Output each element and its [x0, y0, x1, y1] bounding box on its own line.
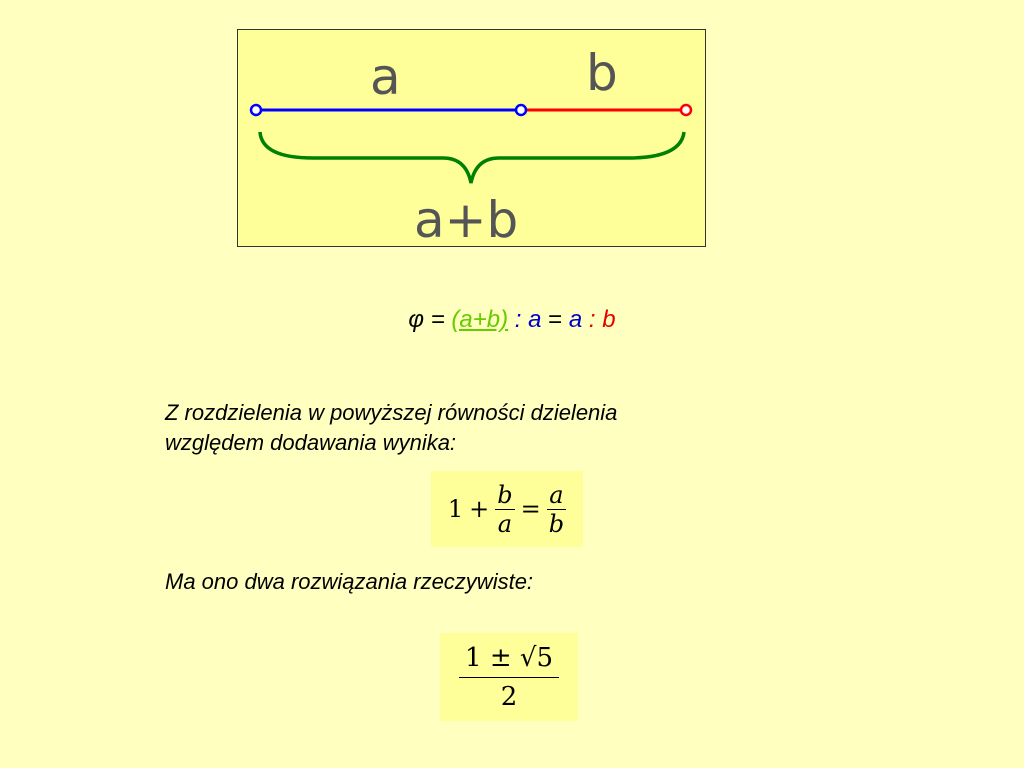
solutions-text: Ma ono dwa rozwiązania rzeczywiste:: [165, 569, 534, 594]
endpoint-left-marker: [251, 105, 261, 115]
label-a-plus-b: a+b: [414, 191, 519, 249]
explanation-line-2: względem dodawania wynika:: [165, 430, 457, 455]
fraction-b-over-a-num: b: [497, 480, 513, 509]
fraction-roots-den: 2: [500, 681, 518, 712]
label-a: a: [370, 48, 401, 106]
sum-term: (a+b): [451, 306, 509, 333]
formula-one-plus-b-over-a: [431, 471, 583, 547]
colon-2: :: [588, 306, 596, 333]
formula-plus: +: [469, 495, 490, 523]
formula-one: 1: [447, 495, 464, 523]
fraction-b-over-a: [495, 481, 514, 538]
term-b: b: [602, 306, 616, 333]
formula-roots: [440, 633, 578, 721]
colon-1: :: [514, 306, 522, 333]
fraction-a-over-b-num: a: [549, 480, 564, 509]
curly-brace: [260, 132, 684, 183]
label-b: b: [586, 44, 618, 102]
fraction-a-over-b-den: b: [548, 509, 565, 538]
formula-equals: =: [520, 495, 541, 523]
golden-ratio-diagram: [237, 29, 706, 247]
equals-sign: =: [548, 306, 563, 333]
explanation-text: [165, 398, 617, 458]
fraction-b-over-a-den: a: [497, 509, 513, 538]
term-a-2: a: [568, 306, 583, 333]
explanation-line-1: Z rozdzielenia w powyższej równości dzielenia: [165, 400, 618, 425]
endpoint-middle-marker: [516, 105, 526, 115]
fraction-roots: [459, 643, 559, 712]
endpoint-right-marker: [681, 105, 691, 115]
fraction-a-over-b: [547, 481, 566, 538]
golden-ratio-equation: [0, 306, 1024, 334]
phi-lhs: φ =: [408, 306, 445, 333]
fraction-roots-num: 1 ± √5: [459, 643, 559, 678]
term-a-1: a: [528, 306, 542, 333]
